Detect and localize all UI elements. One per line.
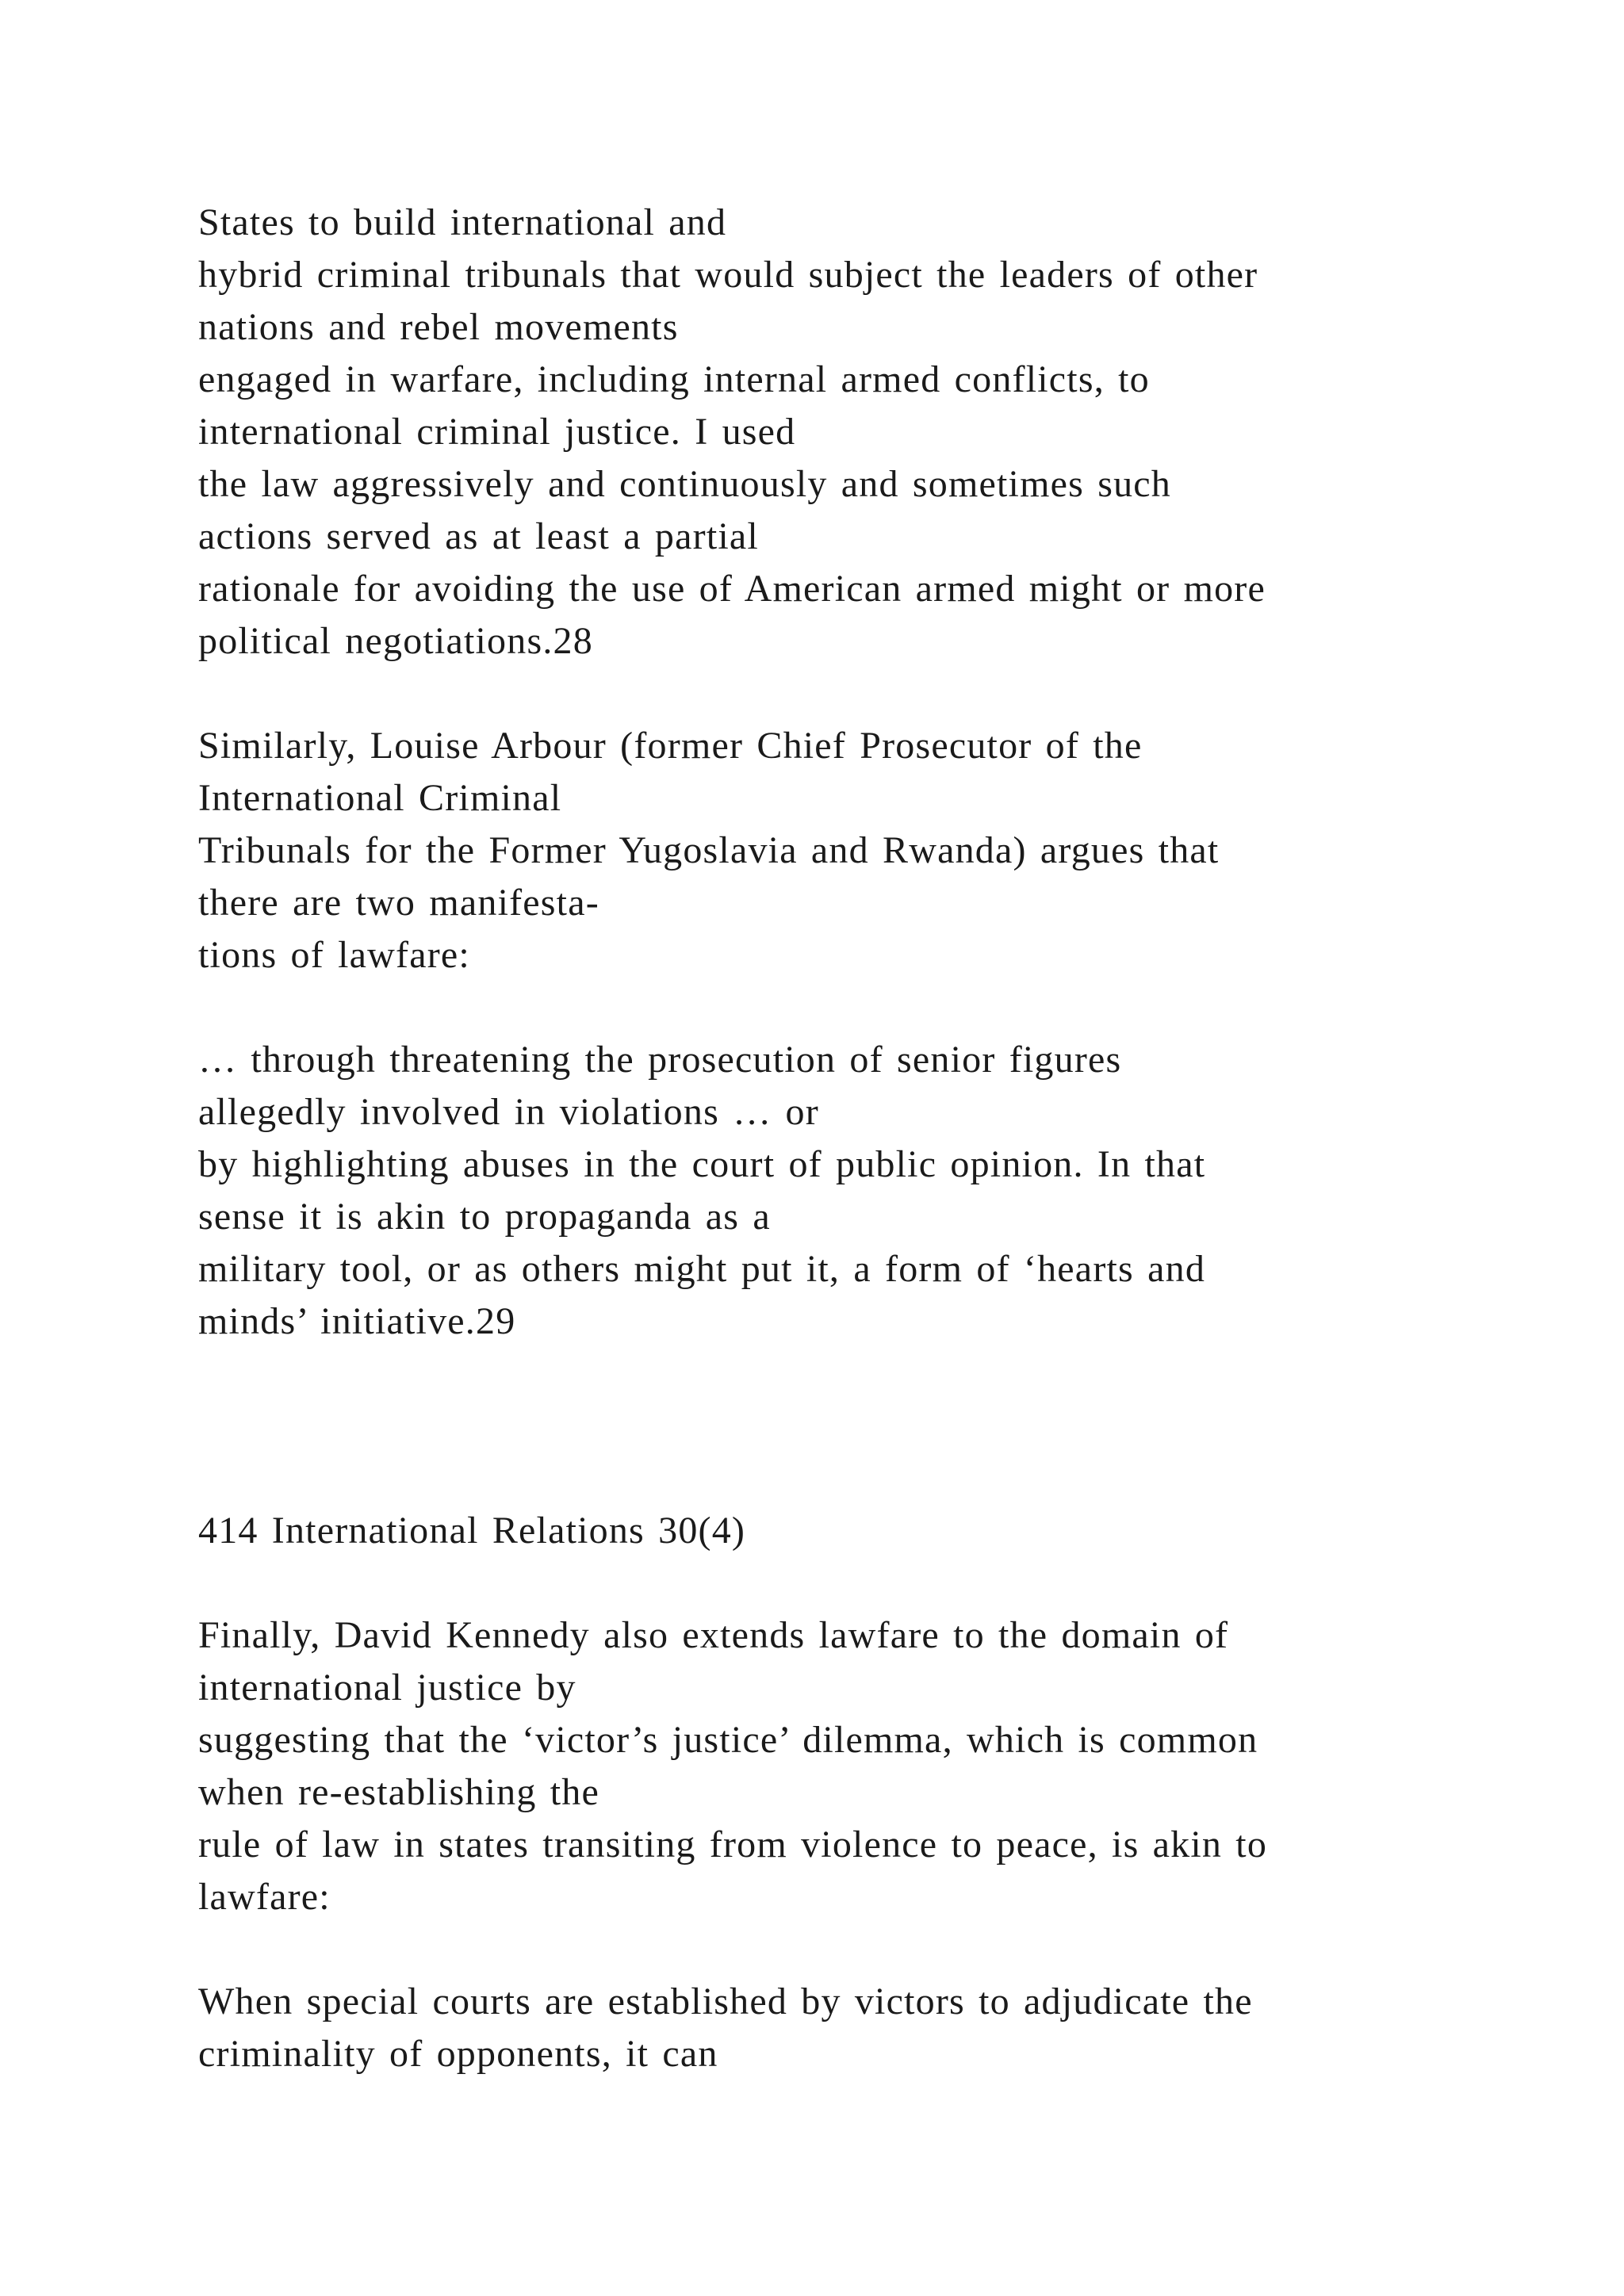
text-line: rationale for avoiding the use of American armed might or more <box>198 568 1266 610</box>
text-line: allegedly involved in violations … or <box>198 1091 819 1133</box>
text-line: criminality of opponents, it can <box>198 2033 718 2075</box>
text-line: hybrid criminal tribunals that would subject the leaders of other <box>198 254 1258 296</box>
paragraph-4 <box>198 1609 1546 1923</box>
paragraph-gap <box>198 982 1546 1034</box>
text-line: political negotiations.28 <box>198 620 593 662</box>
text-line: international criminal justice. I used <box>198 411 796 453</box>
text-line: by highlighting abuses in the court of public opinion. In that <box>198 1143 1206 1185</box>
text-line: nations and rebel movements <box>198 306 679 348</box>
text-line: … through threatening the prosecution of senior figures <box>198 1039 1122 1081</box>
paragraph-gap <box>198 1557 1546 1609</box>
running-header-text: 414 International Relations 30(4) <box>198 1510 746 1552</box>
text-line: the law aggressively and continuously and sometimes such <box>198 463 1171 505</box>
text-line: military tool, or as others might put it, a form of ‘hearts and <box>198 1248 1206 1290</box>
text-line: States to build international and <box>198 201 727 243</box>
text-line: when re-establishing the <box>198 1771 599 1813</box>
text-line: lawfare: <box>198 1876 331 1918</box>
text-line: suggesting that the ‘victor’s justice’ dilemma, which is common <box>198 1719 1258 1761</box>
text-line: International Criminal <box>198 777 562 819</box>
paragraph-1 <box>198 197 1546 668</box>
text-line: tions of lawfare: <box>198 934 470 976</box>
running-header <box>198 1505 1546 1557</box>
text-line: Tribunals for the Former Yugoslavia and Rwanda) argues that <box>198 829 1220 871</box>
text-line: engaged in warfare, including internal armed conflicts, to <box>198 358 1150 400</box>
text-line: Finally, David Kennedy also extends lawfare to the domain of <box>198 1614 1229 1656</box>
text-line: Similarly, Louise Arbour (former Chief Prosecutor of the <box>198 725 1143 767</box>
text-line: sense it is akin to propaganda as a <box>198 1196 771 1238</box>
block-quote-2 <box>198 1976 1546 2080</box>
text-line: When special courts are established by victors to adjudicate the <box>198 1980 1253 2022</box>
paragraph-2 <box>198 720 1546 982</box>
paragraph-gap <box>198 668 1546 720</box>
text-line: rule of law in states transiting from violence to peace, is akin to <box>198 1823 1268 1866</box>
text-line: actions served as at least a partial <box>198 515 759 557</box>
text-line: there are two manifesta- <box>198 882 599 924</box>
block-quote-1 <box>198 1034 1546 1348</box>
page-break-gap <box>198 1348 1546 1505</box>
paragraph-gap <box>198 1923 1546 1976</box>
text-line: international justice by <box>198 1667 576 1709</box>
text-line: minds’ initiative.29 <box>198 1300 516 1342</box>
document-body <box>198 197 1546 2080</box>
